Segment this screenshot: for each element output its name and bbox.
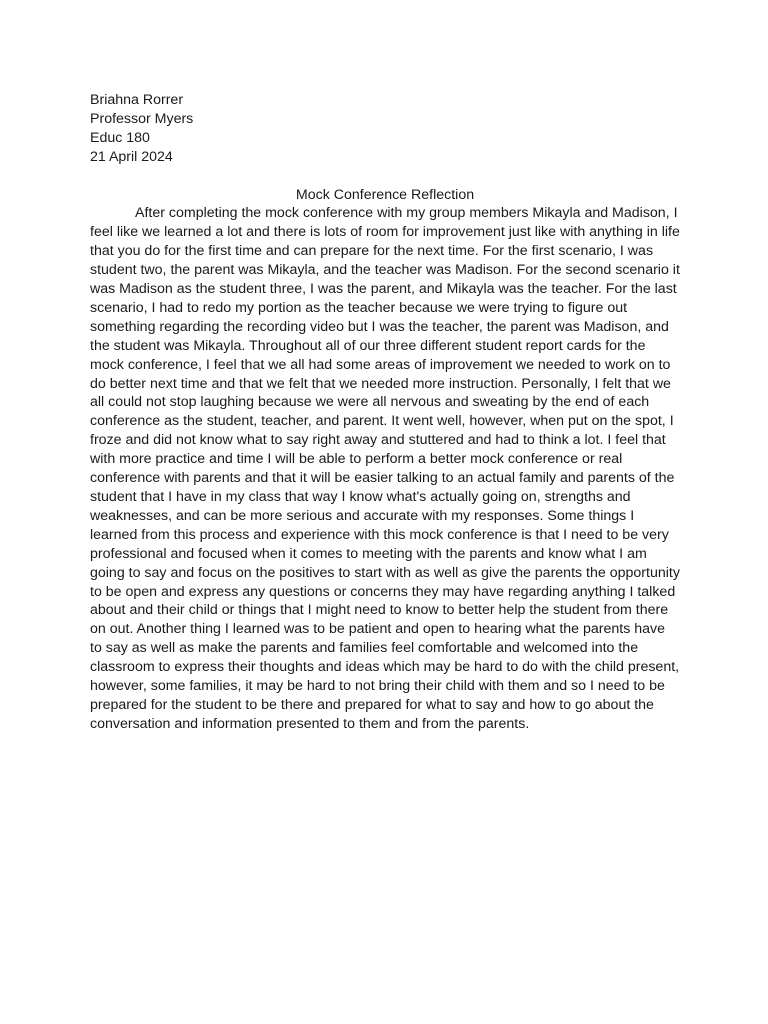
- body-paragraph: After completing the mock conference with my group members Mikayla and Madison, I feel like we learned a lot and there is lots of room for improvement just like with anything in life that you do for the first time and can prepare for the next time. For the first scenario, I was student two, the parent was Mikayla, and the teacher was Madison. For the second scenario it was Madison as the student three, I was the parent, and Mikayla was the teacher. For the last scenario, I had to redo my portion as the teacher because we were trying to figure out something regarding the recording video but I was the teacher, the parent was Madison, and the student was Mikayla. Throughout all of our three different student report cards for the mock conference, I feel that we all had some areas of improvement we needed to work on to do better next time and that we felt that we needed more instruction. Personally, I felt that we all could not stop laughing because we were all nervous and sweating by the end of each conference as the student, teacher, and parent. It went well, however, when put on the spot, I froze and did not know what to say right away and stuttered and had to think a lot. I feel that with more practice and time I will be able to perform a better mock conference or real conference with parents and that it will be easier talking to an actual family and parents of the student that I have in my class that way I know what's actually going on, strengths and weaknesses, and can be more serious and accurate with my responses. Some things I learned from this process and experience with this mock conference is that I need to be very professional and focused when it comes to meeting with the parents and know what I am going to say and focus on the positives to start with as well as give the parents the opportunity to be open and express any questions or concerns they may have regarding anything I talked about and their child or things that I might need to know to better help the student from there on out. Another thing I learned was to be patient and open to hearing what the parents have to say as well as make the parents and families feel comfortable and welcomed into the classroom to express their thoughts and ideas which may be hard to do with the child present, however, some families, it may be hard to not bring their child with them and so I need to be prepared for the student to be there and prepared for what to say and how to go about the conversation and information presented to them and from the parents.: [90, 205, 680, 732]
- document-content: [90, 91, 680, 734]
- professor-name: Professor Myers: [90, 110, 194, 127]
- document-title: Mock Conference Reflection: [295, 186, 475, 203]
- course-name: Educ 180: [90, 129, 150, 146]
- author-name: Briahna Rorrer: [90, 92, 184, 108]
- document-date: 21 April 2024: [90, 148, 173, 165]
